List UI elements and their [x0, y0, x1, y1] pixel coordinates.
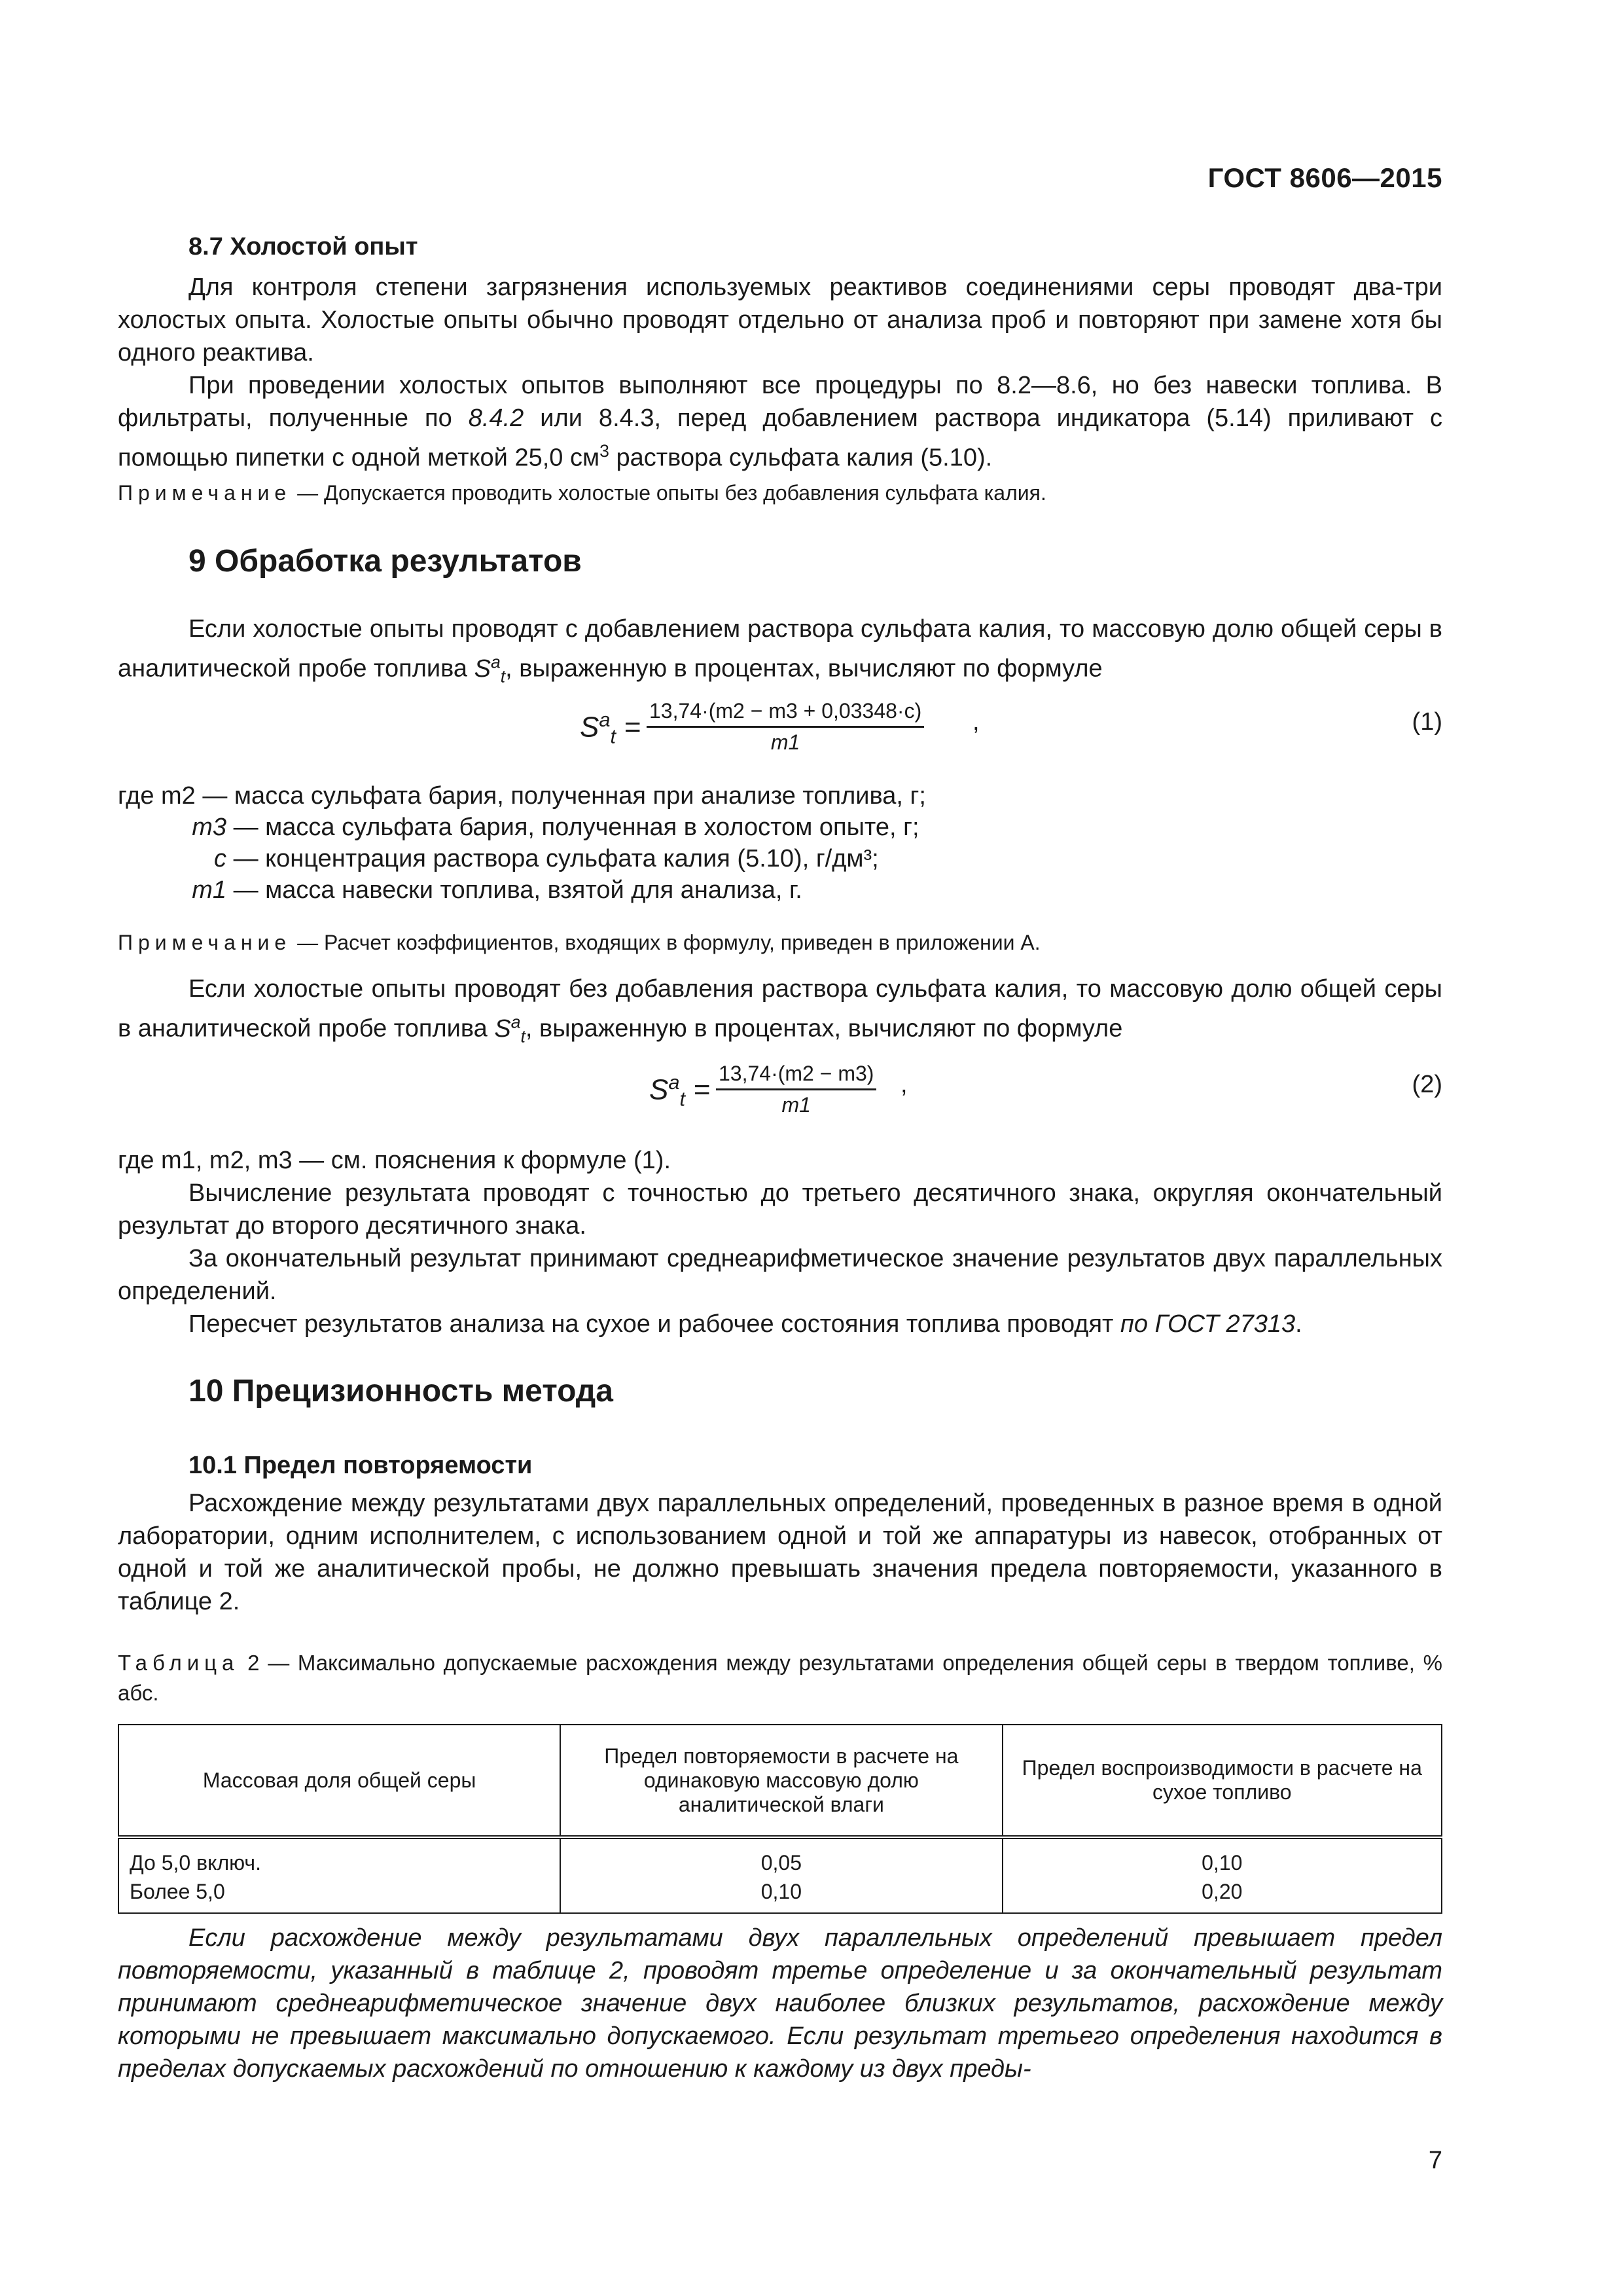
- table-caption: [118, 1648, 1442, 1708]
- heading-10-1: 10.1 Предел повторяемости: [188, 1452, 533, 1479]
- section-10: [118, 1373, 1442, 1409]
- table-row: [118, 1837, 1442, 1877]
- page-number: 7: [1428, 2147, 1442, 2174]
- heading-9: 9 Обработка результатов: [188, 544, 582, 579]
- paragraph: Расхождение между результатами двух параллельных определений, проведенных в разное время в одной лаборатории, одним исполнителем, с использованием одной и той же аппаратуры из навесок, отобранных от одной и той же аналитической пробы, не должно превышать значения предела повторяемости, указанного в таблице 2.: [118, 1490, 1442, 1615]
- heading-8-7: 8.7 Холостой опыт: [188, 233, 418, 260]
- legend-row: m1 — масса навески топлива, взятой для анализа, г.: [192, 876, 802, 904]
- paragraph: За окончательный результат принимают среднеарифметическое значение результатов двух параллельных определений.: [118, 1245, 1442, 1305]
- table-row: [118, 1877, 1442, 1913]
- formula-2-number: (2): [1412, 1071, 1442, 1098]
- formula-1-number: (1): [1412, 708, 1442, 736]
- table-header-cell: Предел воспроизводимости в расчете на сухое топливо: [1003, 1725, 1442, 1837]
- table-cell: 0,20: [1003, 1877, 1442, 1913]
- repeatability-text: [118, 1487, 1442, 1618]
- paragraph: Если холостые опыты проводят без добавления раствора сульфата калия, то массовую долю общей серы в аналитической пробе топлива $S^a_t$, выраженную в процентах, вычисляют по формуле: [118, 975, 1442, 1047]
- table-caption-text: 2 — Максимально допускаемые расхождения между результатами определения общей серы в твердом топливе, % абс.: [118, 1651, 1442, 1705]
- note-label: Примечание: [118, 481, 292, 505]
- table-2: [118, 1724, 1442, 1914]
- formula-2-denominator: m1: [781, 1093, 811, 1117]
- note-8-7: [118, 478, 1442, 507]
- formula-1-symbol: $S^a_t$ =: [580, 708, 641, 748]
- legend-row: c — концентрация раствора сульфата калия (5.10), г/дм³;: [214, 845, 879, 872]
- table-cell: До 5,0 включ.: [118, 1837, 560, 1877]
- document-id: ГОСТ 8606—2015: [1207, 162, 1442, 193]
- paragraph: Вычисление результата проводят с точностью до третьего десятичного знака, округляя окончательный результат до второго десятичного знака.: [118, 1179, 1442, 1240]
- table-cell: Более 5,0: [118, 1877, 560, 1913]
- paragraph: Если расхождение между результатами двух параллельных определений превышает предел повторяемости, указанный в таблице 2, проводят третье определение и за окончательный результат принимают среднеарифметическое значение двух наиболее близких результатов, расхождение между которыми не превышает максимально допускаемого. Если результат третьего определения находится в пределах допускаемых расхождений по отношению к каждому из двух преды-: [118, 1924, 1442, 2083]
- formula-1-intro: [118, 613, 1442, 692]
- table-cell: 0,10: [560, 1877, 1002, 1913]
- formula-1-legend: [118, 780, 926, 906]
- formula-2: [716, 1062, 876, 1117]
- blank-test-text: [118, 271, 1442, 475]
- paragraph: Для контроля степени загрязнения используемых реактивов соединениями серы проводят два-три холостых опыта. Холостые опыты обычно проводят отдельно от анализа проб и повторяют при замене хотя бы одного реактива.: [118, 274, 1442, 367]
- third-determination-text: [118, 1922, 1442, 2085]
- document-page: ГОСТ 8606—2015 8.7 Холостой опыт Для контроля степени загрязнения используемых реактивов соединениями серы проводят два-три холостых опыта. Холостые опыты обычно проводят отдельно от анализа проб и повторяют при замене хотя бы одного реактива. При проведении холостых опытов выполняют все процедуры по 8.2—8.6, но без навески топлива. В фильтраты, полученные по 8.4.2 или 8.4.3, перед добавлением раствора индикатора (5.14) приливают с помощью пипетки с одной меткой 25,0 $см^3$ раствора сульфата калия (5.10). Примечание — Допускается проводить холостые опыты без добавления сульфата калия. 9 Обработка результатов Если холостые опыты проводят с добавлением раствора сульфата калия, то массовую долю общей серы в аналитической пробе топлива $S^a_t$, выраженную в процентах, вычисляют по формуле $S^a_t$ = $\frac{13,74\cdot(m2 - m3 + 0,03348\cdot c)}{m1}$ , (1) где m2 — масса сульфата бария, полученная при анализе топлива, г; m3 — масса сульфата бария, полученная в холостом опыте, г; c — концентрация раствора сульфата калия (5.10), г/дм³; m1 — масса навески топлива, взятой для анализа, г. Примечание — Расчет коэффициентов, входящих в формулу, приведен в приложении А. Если холостые опыты проводят без добавления раствора сульфата калия, то массовую долю общей серы в аналитической пробе топлива $S^a_t$, выраженную в процентах, вычисляют по формуле $S^a_t$ = $\frac{13,74\cdot(m2 - m3)}{m1}$ , (2) где m1, m2, m3 — см. пояснения к формуле (1). Вычисление результата проводят с точностью до третьего десятичного знака, округляя окончательный результат до второго десятичного знака. За окончательный результат принимают среднеарифметическое значение результатов двух параллельных определений. Пересчет результатов анализа на сухое и рабочее состояния топлива проводят по ГОСТ 27313. 10 Прецизионность метода 10.1 Предел повторяемости Расхождение между результатами двух параллельных определений, проведенных в разное время в одной лаборатории, одним исполнителем, с использованием одной и той же аппаратуры из навесок, отобранных от одной и той же аналитической пробы, не должно превышать значения предела повторяемости, указанного в таблице 2. Таблица 2 — Максимально допускаемые расхождения между результатами определения общей серы в твердом топливе, % абс. Массовая доля общей серы Предел повторяемости в расчете на одинаковую массовую долю аналитической влаги Предел воспроизводимости в расчете на сухое топливо До 5,0 включ. 0,05 0,10 Более 5,0 0,10 0,20 Если расхождение между результатами двух параллельных определений превышает предел повторяемости, указанный в таблице 2, проводят третье определение и за окончательный результат принимают среднеарифметическое значение двух наиболее близких результатов, расхождение между которыми не превышает максимально допускаемого. Если результат третьего определения находится в пределах допускаемых расхождений по отношению к каждому из двух преды- 7: [118, 162, 1442, 2174]
- paragraph: Если холостые опыты проводят с добавлением раствора сульфата калия, то массовую долю общей серы в аналитической пробе топлива $S^a_t$, выраженную в процентах, вычисляют по формуле: [118, 615, 1442, 687]
- table-header-cell: Предел повторяемости в расчете на одинаковую массовую долю аналитической влаги: [560, 1725, 1002, 1837]
- section-8-7: [118, 233, 1442, 261]
- note-text: — Допускается проводить холостые опыты без добавления сульфата калия.: [291, 481, 1046, 505]
- paragraph: Пересчет результатов анализа на сухое и рабочее состояния топлива проводят по ГОСТ 27313.: [188, 1310, 1302, 1338]
- formula-1: [647, 699, 924, 755]
- table-header-cell: Массовая доля общей серы: [118, 1725, 560, 1837]
- section-10-1: [118, 1452, 1442, 1480]
- legend-row: m3 — масса сульфата бария, полученная в холостом опыте, г;: [192, 814, 919, 841]
- paragraph: где m1, m2, m3 — см. пояснения к формуле (1).: [118, 1147, 671, 1174]
- table-cell: 0,10: [1003, 1837, 1442, 1877]
- note-9: [118, 928, 1442, 957]
- heading-10: 10 Прецизионность метода: [188, 1374, 613, 1408]
- paragraph: При проведении холостых опытов выполняют все процедуры по 8.2—8.6, но без навески топлива. В фильтраты, полученные по 8.4.2 или 8.4.3, перед добавлением раствора индикатора (5.14) приливают с помощью пипетки с одной меткой 25,0 $см^3$ раствора сульфата калия (5.10).: [118, 372, 1442, 472]
- formula-2-numerator: 13,74·(m2 − m3): [716, 1062, 876, 1090]
- results-text: [118, 1144, 1442, 1340]
- note-label: Примечание: [118, 931, 292, 954]
- formula-2-intro: [118, 973, 1442, 1052]
- note-text: — Расчет коэффициентов, входящих в формулу, приведен в приложении А.: [291, 931, 1041, 954]
- formula-1-numerator: 13,74·(m2 − m3 + 0,03348·c): [647, 699, 924, 728]
- formula-1-denominator: m1: [770, 730, 800, 754]
- section-9: [118, 543, 1442, 579]
- formula-2-symbol: $S^a_t$ =: [649, 1071, 710, 1111]
- table-cell: 0,05: [560, 1837, 1002, 1877]
- table-header-row: [118, 1725, 1442, 1837]
- table-label: Таблица: [118, 1651, 240, 1675]
- legend-row: где m2 — масса сульфата бария, полученная при анализе топлива, г;: [118, 782, 926, 810]
